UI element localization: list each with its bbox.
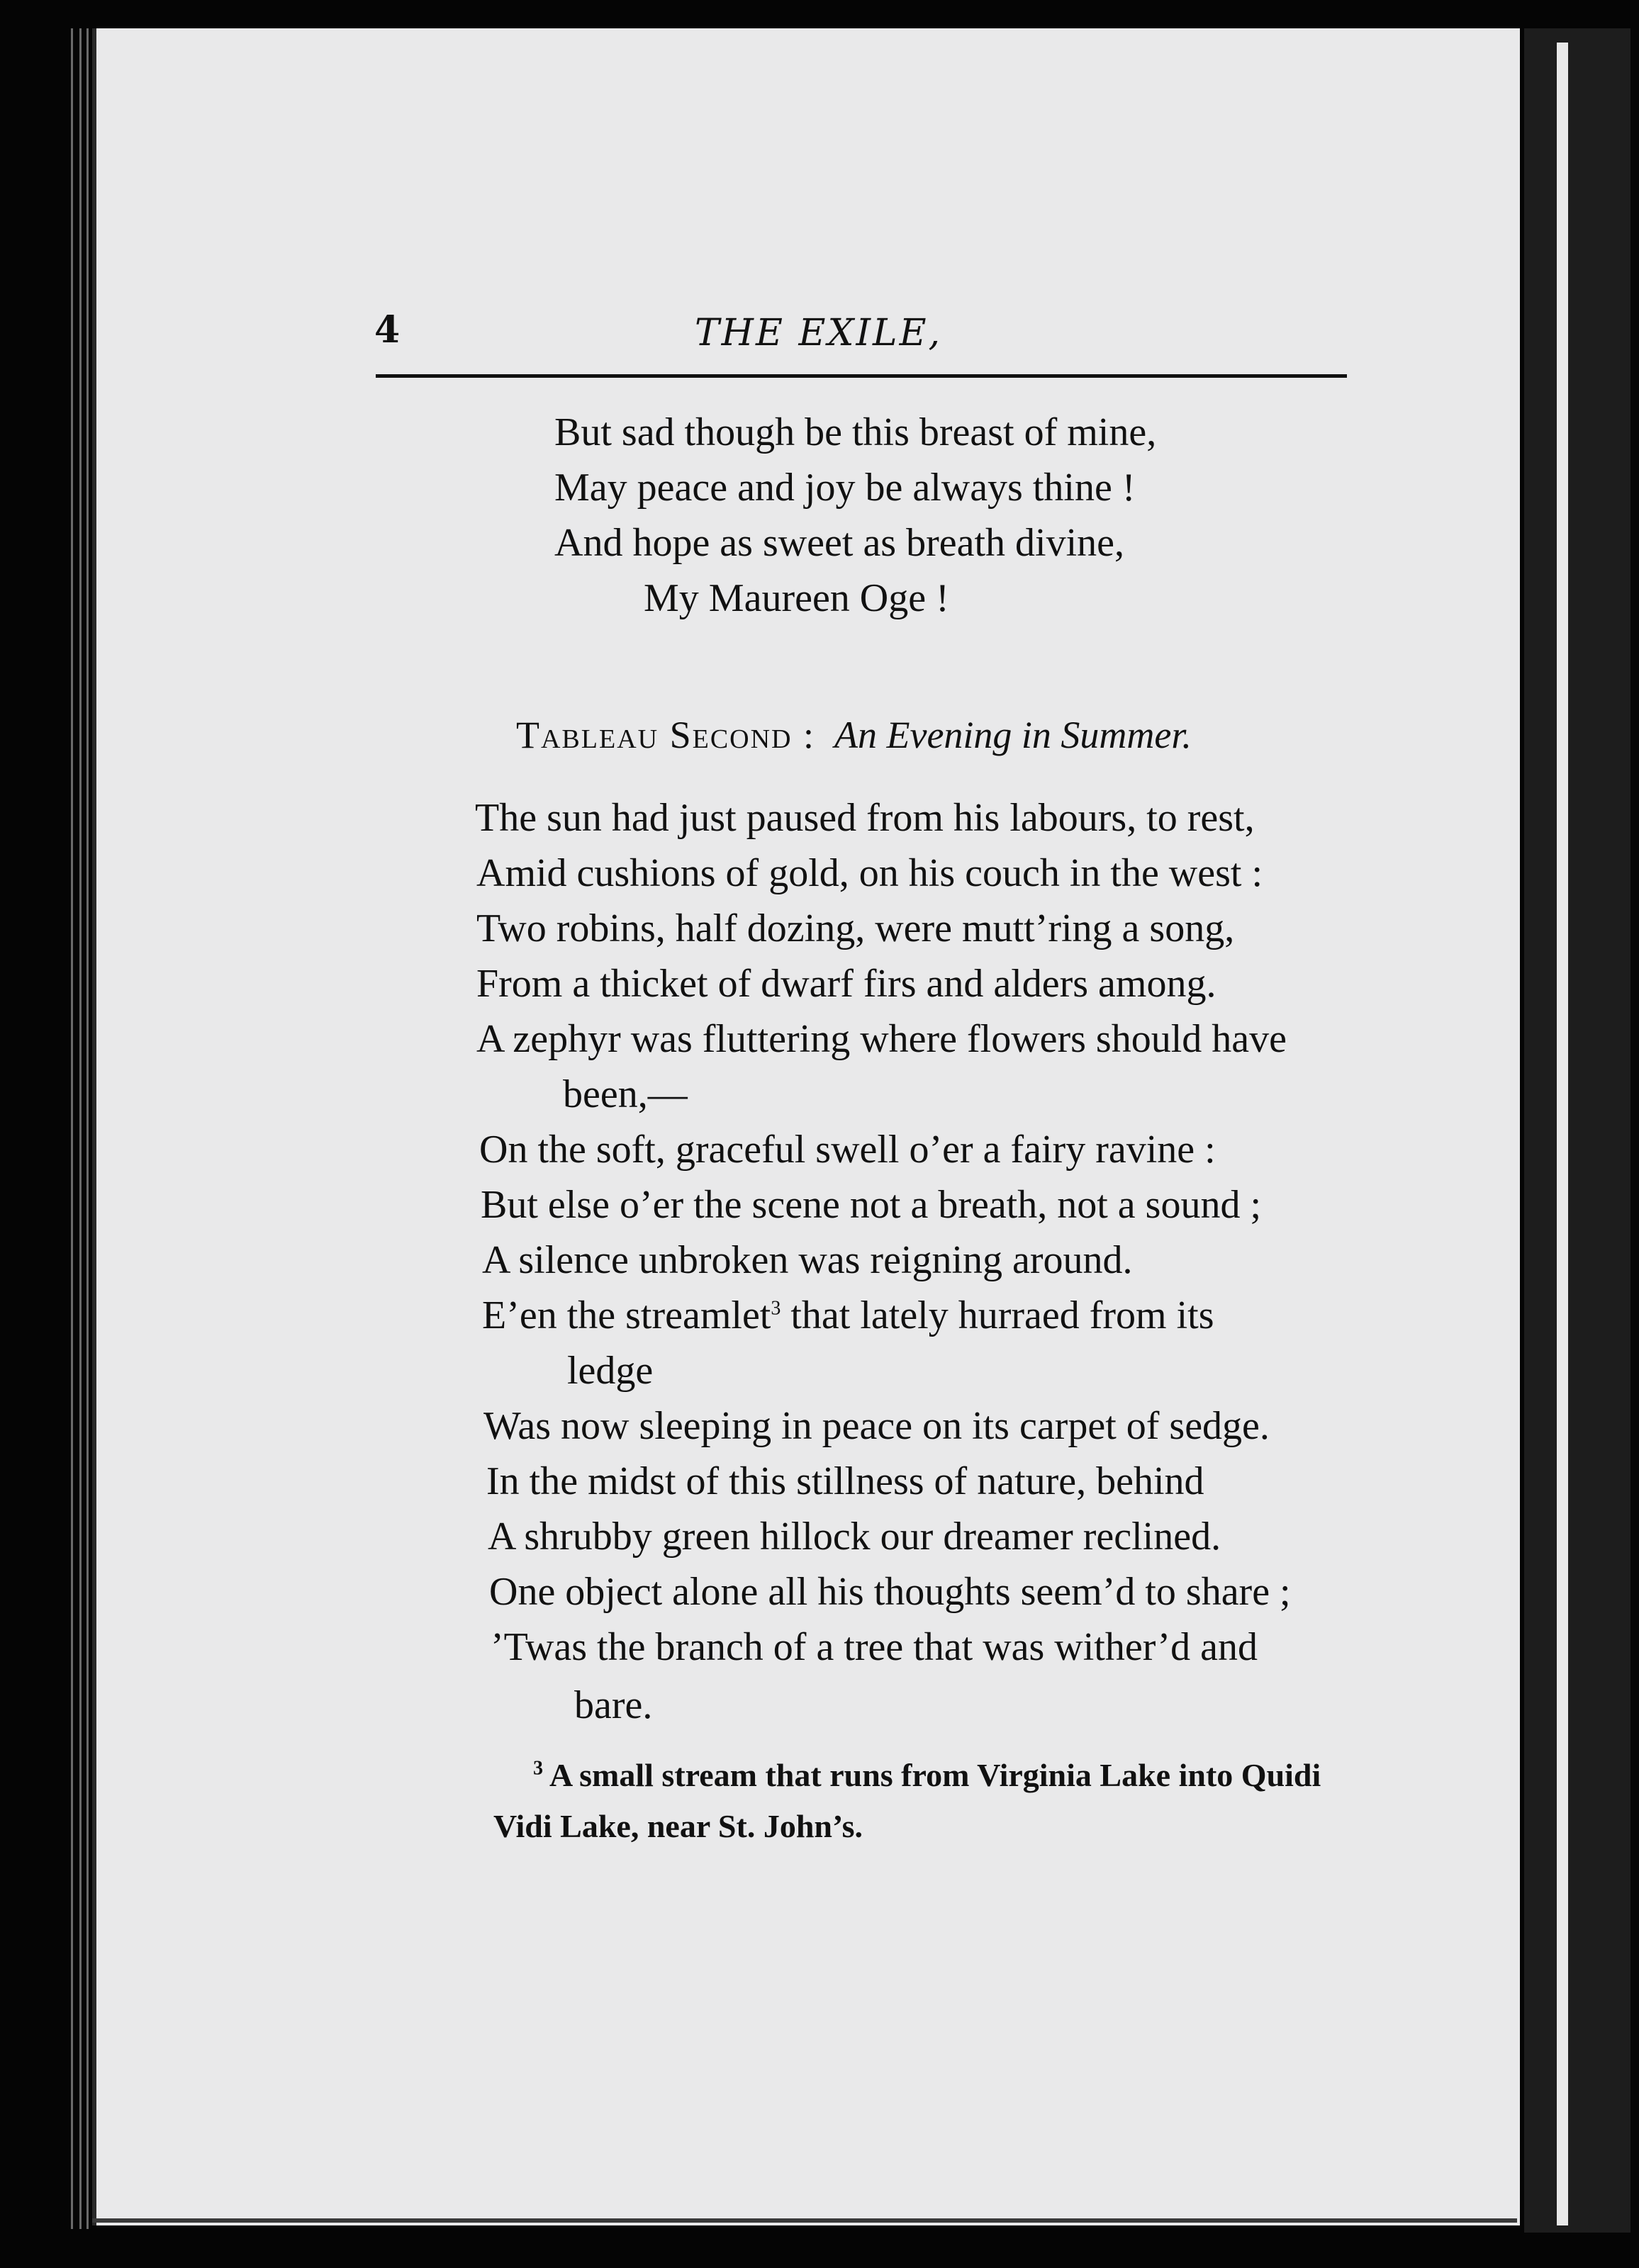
poem-line: A silence unbroken was reigning around.	[482, 1238, 1133, 1282]
footnote-reference: 3	[771, 1297, 781, 1320]
running-title: THE EXILE,	[695, 312, 943, 354]
poem-line-continuation: bare.	[574, 1683, 653, 1727]
page-edge-line	[71, 28, 73, 2229]
page-bottom-edge	[92, 2218, 1517, 2223]
poem-line: But else o’er the scene not a breath, not a sound ;	[481, 1183, 1261, 1227]
footnote-line: Vidi Lake, near St. John’s.	[493, 1808, 863, 1844]
poem-line: One object alone all his thoughts seem’d to share ;	[489, 1570, 1291, 1614]
poem-line: Was now sleeping in peace on its carpet of sedge.	[483, 1404, 1270, 1448]
poem-line: From a thicket of dwarf firs and alders among.	[476, 962, 1216, 1006]
poem-line: A shrubby green hillock our dreamer reclined.	[488, 1515, 1221, 1559]
footnote-marker: 3	[533, 1757, 543, 1780]
stanza-line: But sad though be this breast of mine,	[554, 410, 1157, 454]
poem-line: Amid cushions of gold, on his couch in the west :	[476, 851, 1263, 895]
footnote-text: A small stream that runs from Virginia Lake into Quidi	[549, 1757, 1321, 1793]
poem-text: that lately hurraed from its	[790, 1293, 1214, 1337]
poem-line: ’Twas the branch of a tree that was wither’d and	[491, 1625, 1258, 1669]
adjacent-page-edge	[1524, 28, 1630, 2233]
header-rule	[376, 374, 1347, 378]
page-number: 4	[374, 308, 401, 352]
poem-line: The sun had just paused from his labours, to rest,	[475, 796, 1255, 840]
section-title: An Evening in Summer.	[834, 714, 1192, 756]
stanza-line: May peace and joy be always thine !	[554, 466, 1136, 510]
poem-line: In the midst of this stillness of nature, behind	[486, 1459, 1204, 1503]
poem-line: On the soft, graceful swell o’er a fairy ravine :	[479, 1128, 1216, 1172]
poem-text: E’en the streamlet	[482, 1293, 771, 1337]
adjacent-page-margin	[1557, 43, 1568, 2225]
poem-line-continuation: ledge	[567, 1349, 654, 1393]
stanza-line: And hope as sweet as breath divine,	[554, 521, 1124, 565]
poem-line: Two robins, half dozing, were mutt’ring a song,	[476, 906, 1235, 950]
section-heading	[516, 713, 1192, 757]
stanza-line: My Maureen Oge !	[644, 576, 949, 620]
poem-line	[482, 1293, 1214, 1338]
page-edge-line	[79, 28, 82, 2229]
poem-line: A zephyr was fluttering where flowers should have	[476, 1017, 1287, 1061]
poem-line-continuation: been,—	[563, 1072, 688, 1116]
page-edge-line	[86, 28, 89, 2229]
section-label: Tableau Second :	[516, 714, 816, 756]
footnote-line	[533, 1756, 1321, 1794]
